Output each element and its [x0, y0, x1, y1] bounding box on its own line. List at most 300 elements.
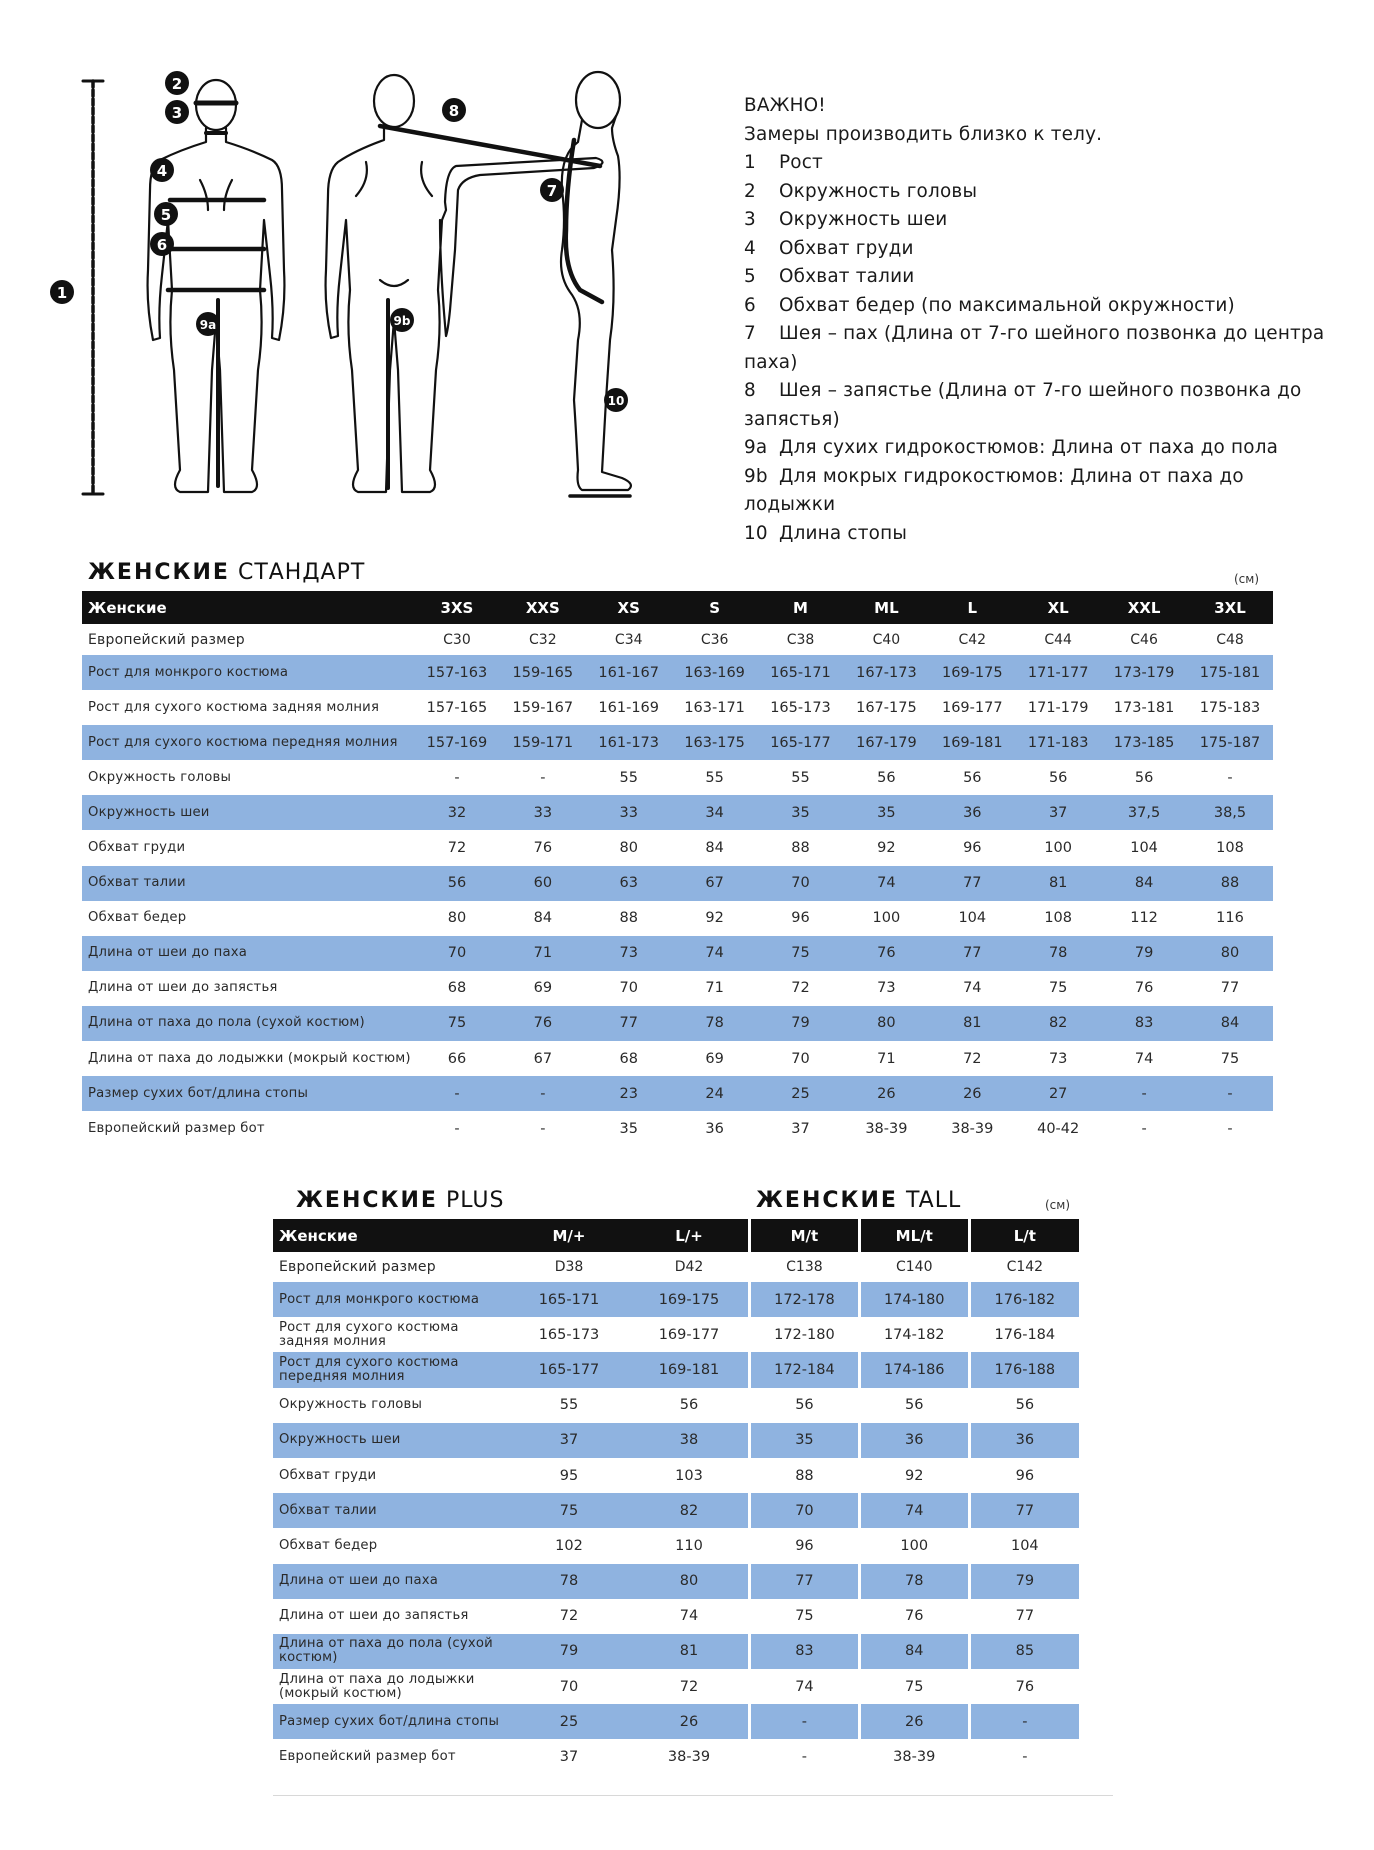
table-cell: 36 — [969, 1423, 1079, 1458]
table-cell: 75 — [1048, 980, 1068, 997]
standard-size-header: ML — [843, 591, 929, 624]
table-cell: 159-167 — [512, 699, 574, 716]
tall-size-header: L/t — [969, 1219, 1079, 1252]
table-cell: 72 — [679, 1678, 699, 1695]
table-row — [82, 1006, 1273, 1041]
table-cell: 76 — [533, 840, 553, 857]
table-row — [273, 1704, 749, 1739]
svg-text:1: 1 — [56, 284, 68, 302]
instruction-text: Обхват груди — [779, 237, 914, 259]
standard-section-title — [88, 560, 365, 585]
plus-size-header: M/+ — [509, 1219, 629, 1252]
table-cell: 69 — [533, 980, 553, 997]
table-cell: 38-39 — [859, 1739, 969, 1774]
plus-title-rest: PLUS — [445, 1188, 505, 1213]
table-cell: 72 — [559, 1608, 579, 1625]
row-label: Европейский размер — [88, 631, 245, 648]
table-row — [273, 1388, 749, 1423]
table-row — [273, 1317, 749, 1352]
standard-size-header: XXL — [1101, 591, 1187, 624]
table-row — [273, 1564, 749, 1599]
table-cell: 103 — [675, 1467, 703, 1484]
standard-unit-label: (см) — [1234, 572, 1260, 586]
table-cell: 159-171 — [500, 725, 586, 760]
table-cell: 77 — [1220, 980, 1240, 997]
table-cell: 35 — [758, 795, 844, 830]
table-cell: 38-39 — [667, 1749, 711, 1766]
table-row — [273, 1458, 749, 1493]
table-row — [273, 1599, 749, 1634]
table-cell: 36 — [705, 1120, 724, 1137]
table-cell: - — [750, 1704, 860, 1739]
table-cell: 67 — [533, 1050, 553, 1067]
instruction-item — [744, 178, 1334, 207]
table-cell: 76 — [969, 1669, 1079, 1704]
table-cell: 75 — [750, 1599, 860, 1634]
table-cell: 74 — [1134, 1050, 1154, 1067]
table-row — [750, 1599, 1080, 1634]
table-cell: 96 — [963, 840, 982, 857]
table-row — [82, 1076, 1273, 1111]
instruction-text: Для мокрых гидрокостюмов: Длина от паха до лодыжки — [744, 465, 1244, 515]
table-row — [750, 1669, 1080, 1704]
table-cell: 70 — [414, 936, 500, 971]
table-cell: 55 — [791, 769, 810, 786]
table-cell: - — [1101, 1076, 1187, 1111]
table-cell: 40-42 — [1037, 1120, 1080, 1137]
table-cell: C140 — [859, 1252, 969, 1282]
table-cell: 165-177 — [509, 1352, 629, 1387]
table-cell: - — [540, 769, 546, 786]
instruction-number: 9b — [744, 465, 768, 487]
table-cell: 79 — [758, 1006, 844, 1041]
table-cell: 82 — [629, 1493, 749, 1528]
table-cell: 74 — [750, 1669, 860, 1704]
table-cell: 172-184 — [750, 1352, 860, 1387]
measurement-figures — [50, 70, 710, 510]
table-cell: 165-173 — [770, 699, 831, 716]
table-cell: 79 — [509, 1634, 629, 1669]
tall-unit-label: (см) — [1045, 1198, 1071, 1212]
table-cell: - — [454, 1120, 460, 1137]
table-cell: 78 — [509, 1564, 629, 1599]
table-cell: 35 — [619, 1120, 638, 1137]
instruction-number: 6 — [744, 294, 756, 316]
table-cell: D38 — [554, 1259, 584, 1275]
table-cell: 157-163 — [414, 655, 500, 690]
svg-text:9b: 9b — [393, 314, 411, 328]
table-cell: 68 — [447, 980, 467, 997]
instruction-number: 3 — [744, 209, 756, 230]
table-cell: 80 — [447, 910, 467, 927]
row-label: Рост для сухого костюма передняя молния — [273, 1352, 509, 1387]
table-cell: C32 — [529, 631, 557, 648]
row-label: Европейский размер бот — [88, 1120, 265, 1136]
row-label: Рост для монкрого костюма — [273, 1282, 509, 1317]
table-cell: - — [540, 1120, 546, 1137]
row-label: Длина от паха до пола (сухой костюм) — [273, 1634, 509, 1669]
instruction-text: Окружность шеи — [779, 209, 948, 230]
table-cell: D42 — [674, 1259, 704, 1275]
row-label: Рост для сухого костюма задняя молния — [279, 1319, 459, 1349]
table-cell: 167-179 — [843, 725, 929, 760]
row-label: Длина от шеи до паха — [82, 936, 414, 971]
table-cell: 88 — [619, 910, 638, 927]
row-label: Обхват талии — [82, 866, 414, 901]
badge-4 — [150, 158, 174, 182]
table-cell: 32 — [414, 795, 500, 830]
table-cell: 92 — [859, 1458, 969, 1493]
table-cell: 95 — [559, 1467, 579, 1484]
row-label: Длина от шеи до запястья — [88, 980, 278, 996]
table-row — [750, 1423, 1080, 1458]
table-cell: 78 — [859, 1564, 969, 1599]
row-label: Окружность шеи — [273, 1423, 509, 1458]
instructions-note: Замеры производить близко к телу. — [744, 123, 1103, 145]
table-cell: 116 — [1216, 910, 1244, 927]
table-cell: 165-171 — [758, 655, 844, 690]
standard-size-header: S — [672, 591, 758, 624]
row-label: Длина от паха до пола (сухой костюм) — [82, 1006, 414, 1041]
table-cell: 167-173 — [843, 655, 929, 690]
instruction-item — [744, 235, 1334, 264]
table-cell: 37,5 — [1101, 795, 1187, 830]
row-label: Обхват бедер — [88, 910, 187, 926]
table-cell: 69 — [705, 1050, 724, 1067]
badge-9b — [390, 308, 414, 332]
table-cell: 63 — [586, 866, 672, 901]
table-cell: 173-185 — [1101, 725, 1187, 760]
instructions-list — [744, 149, 1334, 548]
table-cell: 26 — [859, 1704, 969, 1739]
standard-size-header: 3XL — [1187, 591, 1273, 624]
table-cell: - — [1227, 769, 1233, 786]
table-cell: 66 — [447, 1050, 467, 1067]
table-cell: 169-177 — [941, 699, 1003, 716]
table-cell: 169-181 — [629, 1352, 749, 1387]
table-cell: 56 — [859, 1388, 969, 1423]
row-label: Обхват бедер — [279, 1537, 378, 1553]
table-cell: - — [969, 1704, 1079, 1739]
instruction-item — [744, 463, 1334, 520]
standard-title-bold: ЖЕНСКИЕ — [88, 560, 230, 585]
table-cell: 38-39 — [951, 1120, 994, 1137]
standard-size-header: 3XS — [414, 591, 500, 624]
table-cell: 112 — [1130, 910, 1158, 927]
table-cell: 26 — [843, 1076, 929, 1111]
table-cell: 36 — [929, 795, 1015, 830]
plus-size-table — [273, 1219, 749, 1775]
table-cell: 75 — [758, 936, 844, 971]
table-cell: 161-167 — [586, 655, 672, 690]
table-cell: 70 — [791, 1050, 810, 1067]
standard-size-header: XS — [586, 591, 672, 624]
svg-text:8: 8 — [448, 102, 460, 120]
bottom-divider — [273, 1795, 1113, 1796]
table-row — [750, 1458, 1080, 1493]
table-cell: 56 — [877, 769, 896, 786]
table-cell: 35 — [843, 795, 929, 830]
instruction-number: 5 — [744, 266, 756, 287]
instruction-text: Обхват талии — [779, 266, 915, 287]
table-cell: 70 — [758, 866, 844, 901]
table-row — [750, 1317, 1080, 1352]
table-cell: 60 — [500, 866, 586, 901]
table-cell: 176-182 — [969, 1282, 1079, 1317]
table-cell: 56 — [1134, 769, 1154, 786]
table-row — [750, 1634, 1080, 1669]
table-row — [273, 1252, 749, 1282]
table-cell: 73 — [586, 936, 672, 971]
instruction-item — [744, 377, 1334, 434]
table-cell: 56 — [750, 1388, 860, 1423]
table-row — [750, 1252, 1080, 1282]
tall-title-rest: TALL — [905, 1188, 962, 1213]
table-row — [273, 1352, 749, 1387]
row-label: Европейский размер — [279, 1259, 436, 1275]
table-cell: 72 — [963, 1050, 982, 1067]
row-label: Европейский размер бот — [279, 1749, 456, 1765]
table-cell: C42 — [958, 631, 987, 648]
table-row — [273, 1669, 749, 1704]
table-row — [750, 1564, 1080, 1599]
table-cell: C40 — [872, 631, 901, 648]
table-cell: 171-177 — [1015, 655, 1101, 690]
table-cell: 157-169 — [414, 725, 500, 760]
table-cell: 104 — [1130, 840, 1158, 857]
instruction-item — [744, 434, 1334, 463]
table-cell: 71 — [500, 936, 586, 971]
table-cell: 77 — [586, 1006, 672, 1041]
table-cell: 23 — [586, 1076, 672, 1111]
table-cell: - — [1141, 1120, 1147, 1137]
table-cell: 167-175 — [856, 699, 917, 716]
table-cell: 169-175 — [929, 655, 1015, 690]
table-cell: 55 — [705, 769, 724, 786]
table-cell: 37 — [791, 1120, 810, 1137]
table-cell: 108 — [1216, 840, 1244, 857]
table-cell: 83 — [1101, 1006, 1187, 1041]
row-label: Окружность головы — [88, 769, 232, 785]
table-cell: C142 — [969, 1252, 1079, 1282]
instruction-item — [744, 149, 1334, 178]
instruction-item — [744, 206, 1334, 235]
instruction-number: 2 — [744, 180, 756, 202]
table-cell: 96 — [969, 1458, 1079, 1493]
instruction-number: 4 — [744, 237, 756, 259]
row-label: Рост для монкрого костюма — [82, 655, 414, 690]
instruction-number: 7 — [744, 323, 756, 344]
instruction-text: Для сухих гидрокостюмов: Длина от паха до пола — [779, 437, 1279, 458]
table-cell: C46 — [1130, 631, 1158, 648]
svg-text:6: 6 — [156, 236, 168, 254]
instruction-number: 1 — [744, 152, 756, 173]
table-cell: 172-178 — [750, 1282, 860, 1317]
table-cell: 175-183 — [1199, 699, 1261, 716]
row-label: Длина от шеи до паха — [273, 1564, 509, 1599]
standard-size-table — [82, 591, 1273, 1146]
table-cell: 174-182 — [859, 1317, 969, 1352]
table-cell: - — [414, 1076, 500, 1111]
badge-2 — [165, 71, 189, 95]
svg-text:5: 5 — [160, 206, 172, 224]
table-row — [82, 655, 1273, 690]
row-label: Рост для сухого костюма задняя молния — [88, 699, 380, 715]
table-cell: 74 — [679, 1608, 699, 1625]
table-cell: 25 — [509, 1704, 629, 1739]
table-cell: 82 — [1015, 1006, 1101, 1041]
table-cell: 100 — [872, 910, 901, 927]
body-figures-illustration — [50, 70, 710, 510]
table-cell: C44 — [1044, 631, 1072, 648]
row-label: Обхват талии — [273, 1493, 509, 1528]
table-cell: 77 — [929, 866, 1015, 901]
badge-3 — [165, 100, 189, 124]
row-label: Окружность головы — [279, 1397, 423, 1413]
table-cell: 37 — [559, 1749, 579, 1766]
table-cell: 55 — [559, 1397, 579, 1414]
table-cell: 78 — [672, 1006, 758, 1041]
plus-header-label: Женские — [273, 1219, 509, 1252]
table-cell: 74 — [963, 980, 982, 997]
row-label: Обхват груди — [88, 840, 186, 856]
table-cell: 24 — [672, 1076, 758, 1111]
table-cell: 79 — [969, 1564, 1079, 1599]
instruction-text: Обхват бедер (по максимальной окружности) — [779, 294, 1235, 316]
table-row — [273, 1528, 749, 1563]
table-row — [82, 1041, 1273, 1076]
table-cell: 77 — [969, 1493, 1079, 1528]
table-cell: 34 — [672, 795, 758, 830]
table-cell: 70 — [750, 1493, 860, 1528]
row-label: Длина от паха до лодыжки (мокрый костюм) — [88, 1050, 411, 1066]
table-cell: 74 — [672, 936, 758, 971]
table-cell: 76 — [843, 936, 929, 971]
badge-7 — [540, 178, 564, 202]
table-cell: 55 — [619, 769, 638, 786]
tall-title-bold: ЖЕНСКИЕ — [756, 1188, 898, 1213]
table-cell: 25 — [758, 1076, 844, 1111]
table-cell: 68 — [619, 1050, 638, 1067]
row-label: Окружность шеи — [82, 795, 414, 830]
table-cell: 38 — [629, 1423, 749, 1458]
badge-1 — [50, 280, 74, 304]
table-cell: 84 — [533, 910, 553, 927]
table-cell: 76 — [500, 1006, 586, 1041]
table-cell: 104 — [969, 1528, 1079, 1563]
table-row — [750, 1704, 1080, 1739]
table-cell: 33 — [500, 795, 586, 830]
instruction-item — [744, 520, 1334, 549]
tall-size-header: ML/t — [859, 1219, 969, 1252]
table-cell: 56 — [414, 866, 500, 901]
table-cell: 71 — [877, 1050, 896, 1067]
table-row — [750, 1388, 1080, 1423]
table-cell: 161-169 — [598, 699, 660, 716]
badge-8 — [442, 98, 466, 122]
table-cell: 163-169 — [672, 655, 758, 690]
table-row — [82, 795, 1273, 830]
table-cell: - — [1227, 1120, 1233, 1137]
badge-5 — [154, 202, 178, 226]
tall-section-title — [756, 1188, 961, 1213]
table-cell: C48 — [1216, 631, 1244, 648]
table-cell: 79 — [1101, 936, 1187, 971]
table-cell: 38-39 — [865, 1120, 908, 1137]
table-cell: - — [454, 769, 460, 786]
svg-text:4: 4 — [156, 162, 168, 180]
table-cell: 81 — [1015, 866, 1101, 901]
table-cell: 84 — [705, 840, 724, 857]
table-cell: 33 — [586, 795, 672, 830]
measurement-instructions — [744, 92, 1334, 548]
svg-text:3: 3 — [171, 104, 183, 122]
standard-size-header: L — [929, 591, 1015, 624]
table-cell: 67 — [672, 866, 758, 901]
row-label: Обхват груди — [279, 1467, 377, 1483]
table-cell: 108 — [1044, 910, 1073, 927]
table-cell: 92 — [877, 840, 896, 857]
table-cell: C138 — [750, 1252, 860, 1282]
instruction-text: Шея – пах (Длина от 7-го шейного позвонка до центра паха) — [744, 323, 1325, 373]
table-cell: 100 — [1044, 840, 1073, 857]
table-cell: - — [969, 1739, 1079, 1774]
table-cell: 175-181 — [1187, 655, 1273, 690]
table-cell: 37 — [1015, 795, 1101, 830]
instruction-item — [744, 263, 1334, 292]
table-cell: 88 — [1187, 866, 1273, 901]
standard-size-header: XL — [1015, 591, 1101, 624]
instruction-text: Длина стопы — [779, 522, 908, 544]
table-cell: 70 — [559, 1678, 579, 1695]
badge-6 — [150, 232, 174, 256]
row-label: Длина от шеи до запястья — [279, 1608, 469, 1624]
instruction-item — [744, 320, 1334, 377]
table-cell: 110 — [675, 1537, 703, 1554]
table-cell: - — [1187, 1076, 1273, 1111]
table-row — [82, 936, 1273, 971]
table-row — [82, 725, 1273, 760]
table-row — [273, 1493, 749, 1528]
instruction-text: Окружность головы — [779, 180, 978, 202]
table-cell: 78 — [1015, 936, 1101, 971]
tall-size-table — [748, 1219, 1079, 1775]
table-cell: 77 — [750, 1564, 860, 1599]
table-cell: 173-181 — [1113, 699, 1175, 716]
table-cell: 56 — [969, 1388, 1079, 1423]
table-row — [273, 1282, 749, 1317]
table-cell: 80 — [629, 1564, 749, 1599]
table-row — [273, 1634, 749, 1669]
table-row — [82, 624, 1273, 655]
row-label: Рост для сухого костюма передняя молния — [82, 725, 414, 760]
table-cell: 75 — [859, 1669, 969, 1704]
table-cell: 36 — [859, 1423, 969, 1458]
table-cell: 161-173 — [586, 725, 672, 760]
svg-text:10: 10 — [607, 394, 625, 408]
instructions-heading: ВАЖНО! — [744, 95, 826, 116]
table-cell: 92 — [705, 910, 724, 927]
instruction-item — [744, 292, 1334, 321]
table-cell: 171-179 — [1027, 699, 1089, 716]
table-row — [82, 901, 1273, 936]
standard-title-rest: СТАНДАРТ — [237, 560, 366, 585]
badge-10 — [604, 388, 628, 412]
table-cell: 83 — [750, 1634, 860, 1669]
table-row — [750, 1493, 1080, 1528]
table-cell: 26 — [629, 1704, 749, 1739]
table-cell: - — [750, 1739, 860, 1774]
